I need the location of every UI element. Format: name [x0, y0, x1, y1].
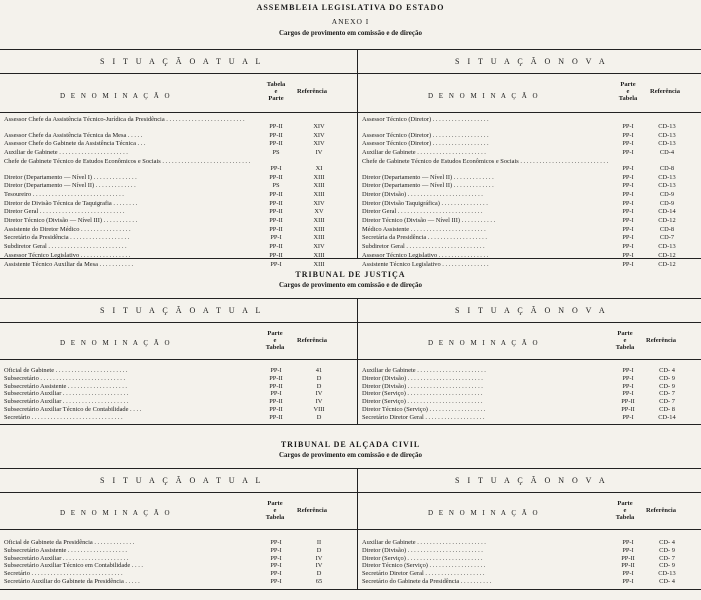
cargo-atual-tabela: PP-II	[269, 382, 283, 390]
cargo-nova-tabela: PP-I	[622, 225, 634, 233]
cargo-nova-referencia: CD- 9	[659, 382, 675, 390]
cargo-nova-tabela: PP-I	[622, 374, 634, 382]
cargo-atual-name: Subsecretário Auxiliar . . . . . . . . . . . . . . . . . . . . .	[4, 398, 129, 406]
cargo-nova-tabela: PP-I	[622, 570, 634, 578]
table-row	[0, 562, 701, 569]
cargo-nova-name: Diretor (Divisão) . . . . . . . . . . . . . . . . . . . . . . . .	[362, 190, 483, 198]
table-row	[0, 252, 701, 259]
cargo-nova-referencia: CD-8	[659, 164, 675, 172]
section-title: TRIBUNAL DE JUSTIÇA	[295, 270, 406, 279]
section-tribunal-justica	[0, 271, 701, 289]
cargo-atual-referencia: D	[316, 546, 322, 554]
header-rule	[0, 529, 701, 530]
cargo-nova-referencia: CD- 9	[659, 562, 675, 570]
cargo-atual-referencia: D	[316, 570, 322, 578]
table-tribunal-justica	[0, 298, 701, 425]
cargo-nova-referencia: CD-13	[658, 173, 676, 181]
cargo-atual-tabela: PP-II	[269, 199, 283, 207]
cargo-atual-tabela: PP-I	[270, 390, 282, 398]
cargo-nova-tabela: PP-I	[622, 390, 634, 398]
cargo-atual-referencia: XIII	[313, 190, 325, 198]
cargo-atual-name: Secretário da Presidência . . . . . . . . . . . . . . . . . . .	[4, 234, 130, 242]
table-row	[0, 414, 701, 421]
parte-tabela-header: Parte e Tabela	[618, 81, 638, 102]
cargo-nova-referencia: CD- 4	[659, 539, 675, 546]
cargo-nova-name: Subdiretor Geral . . . . . . . . . . . . . . . . . . . . . . . . .	[362, 243, 485, 251]
cargo-nova-name: Secretário Diretor Geral . . . . . . . . . . . . . . . . . . .	[362, 413, 485, 421]
table-row	[0, 261, 701, 268]
cargo-nova-name: Assessor Técnico (Diretor) . . . . . . . . . . . . . . . . . .	[362, 116, 489, 123]
header-rule	[0, 73, 701, 74]
section-caption: Cargos de provimento em comissão e de direção	[278, 281, 423, 289]
table-row	[0, 182, 701, 189]
cargo-atual-tabela: PP-I	[270, 578, 282, 585]
cargo-atual-referencia: XIII	[313, 182, 325, 190]
cargo-atual-tabela: PP-I	[270, 546, 282, 554]
cargo-atual-referencia: XIV	[313, 199, 325, 207]
table-row	[0, 140, 701, 147]
section-heading	[0, 4, 701, 37]
cargo-atual-tabela: PP-II	[269, 190, 283, 198]
cargo-atual-referencia: XIV	[313, 140, 325, 148]
cargo-nova-tabela: PP-I	[622, 190, 634, 198]
cargo-nova-tabela: PP-I	[622, 413, 634, 421]
cargo-nova-name: Diretor Técnico (Serviço) . . . . . . . . . . . . . . . . . .	[362, 562, 486, 570]
cargo-nova-name: Diretor Geral . . . . . . . . . . . . . . . . . . . . . . . . . . .	[362, 208, 483, 216]
situacao-nova-header: S I T U A Ç Ã O N O V A	[455, 57, 608, 66]
cargo-atual-name: Assistente do Diretor Médico . . . . . . . . . . . . . . . .	[4, 225, 131, 233]
denominacao-header: D E N O M I N A Ç Ã O	[60, 339, 172, 347]
section-heading	[0, 271, 701, 289]
table-row	[0, 158, 701, 172]
table-row	[0, 132, 701, 139]
cargo-atual-referencia: XIII	[313, 251, 325, 259]
cargo-nova-referencia: CD-14	[658, 208, 676, 216]
denominacao-header: D E N O M I N A Ç Ã O	[428, 339, 540, 347]
cargo-nova-name: Diretor (Serviço) . . . . . . . . . . . . . . . . . . . . . . . .	[362, 390, 483, 398]
cargo-atual-name: Subsecretário Auxiliar Técnico de Contabilidade . . . .	[4, 406, 142, 413]
cargo-atual-name: Assessor Chefe da Assistência Técnica da Mesa . . . . .	[4, 131, 143, 139]
cargo-nova-referencia: CD-13	[658, 182, 676, 190]
cargo-nova-referencia: CD-4	[659, 149, 675, 157]
cargo-atual-referencia: D	[316, 413, 322, 421]
cargo-atual-name: Secretário . . . . . . . . . . . . . . . . . . . . . . . . . . . . .	[4, 570, 123, 578]
referencia-header: Referência	[646, 337, 676, 344]
cargo-atual-name: Assistente Técnico Auxiliar da Mesa . . . . . . . . . . .	[4, 260, 134, 268]
cargo-nova-tabela: PP-I	[622, 208, 634, 216]
section-title: TRIBUNAL DE ALÇADA CIVIL	[280, 440, 421, 449]
cargo-atual-name: Subdiretor Geral . . . . . . . . . . . . . . . . . . . . . . . . .	[4, 243, 127, 251]
denominacao-header: D E N O M I N A Ç Ã O	[428, 92, 540, 100]
header-rule	[0, 322, 701, 323]
cargo-atual-tabela: PS	[272, 182, 280, 190]
referencia-header: Referência	[297, 337, 327, 344]
header-rule	[0, 492, 701, 493]
cargo-atual-tabela: PP-II	[269, 406, 283, 413]
table-row	[0, 116, 701, 130]
cargo-nova-tabela: PP-I	[622, 260, 634, 268]
cargo-nova-referencia: CD-7	[659, 234, 675, 242]
header-rule	[0, 359, 701, 360]
cargo-nova-tabela: PP-I	[622, 164, 634, 172]
cargo-nova-name: Chefe de Gabinete Técnico de Estudos Econômicos e Sociais . . . . . . . . . . . . . . . . . . . . . . . . . . . .	[362, 157, 609, 165]
referencia-header: Referência	[646, 507, 676, 514]
section-subtitle: ANEXO I	[331, 17, 370, 26]
section-assembleia	[0, 4, 701, 37]
cargo-atual-name: Assessor Técnico Legislativo . . . . . . . . . . . . . . . .	[4, 251, 131, 259]
cargo-atual-name: Diretor Técnico (Divisão — Nível III) . . . . . . . . . . .	[4, 217, 138, 224]
cargo-atual-referencia: D	[316, 382, 322, 390]
cargo-nova-tabela: PP-I	[622, 131, 634, 139]
cargo-nova-name: Assessor Técnico (Diretor) . . . . . . . . . . . . . . . . . .	[362, 140, 489, 148]
cargo-atual-referencia: XV	[314, 208, 324, 216]
cargo-atual-referencia: II	[316, 539, 322, 546]
referencia-header: Referência	[650, 88, 680, 95]
table-row	[0, 191, 701, 198]
cargo-atual-name: Subsecretário Auxiliar . . . . . . . . . . . . . . . . . . . . .	[4, 390, 129, 398]
cargo-atual-referencia: XIII	[313, 217, 325, 224]
cargo-atual-name: Subsecretário Auxiliar . . . . . . . . . . . . . . . . . . . . .	[4, 554, 129, 562]
cargo-atual-referencia: D	[316, 374, 322, 382]
cargo-atual-referencia: XIV	[313, 123, 325, 130]
table-row	[0, 200, 701, 207]
table-row	[0, 570, 701, 577]
cargo-atual-referencia: IV	[315, 554, 323, 562]
cargo-atual-tabela: PP-II	[269, 225, 283, 233]
table-row	[0, 234, 701, 241]
cargo-atual-name: Tesoureiro . . . . . . . . . . . . . . . . . . . . . . . . . . . . .	[4, 190, 124, 198]
cargo-nova-referencia: CD-13	[658, 123, 676, 130]
situacao-atual-header: S I T U A Ç Ã O A T U A L	[100, 306, 264, 315]
table-tribunal-alcada	[0, 468, 701, 590]
cargo-atual-referencia: XIII	[313, 260, 325, 268]
cargo-nova-tabela: PP-I	[622, 140, 634, 148]
table-row	[0, 174, 701, 181]
cargo-atual-name: Auxiliar de Gabinete . . . . . . . . . . . . . . . . . . . . . .	[4, 149, 128, 157]
cargo-atual-tabela: PP-I	[270, 234, 282, 242]
table-row	[0, 217, 701, 224]
cargo-atual-name: Secretário . . . . . . . . . . . . . . . . . . . . . . . . . . . . .	[4, 413, 123, 421]
parte-tabela-header: Parte e Tabela	[615, 330, 635, 351]
cargo-nova-tabela: PP-I	[622, 234, 634, 242]
cargo-atual-name: Assessor Chefe do Gabinete da Assistência Técnica . . .	[4, 140, 146, 148]
cargo-nova-name: Auxiliar de Gabinete . . . . . . . . . . . . . . . . . . . . . .	[362, 149, 486, 157]
cargo-atual-tabela: PP-I	[270, 570, 282, 578]
cargo-atual-name: Assessor Chefe da Assistência Técnico-Jurídica da Presidência . . . . . . . . . . . . . . . . . . . . . . . . .	[4, 116, 245, 123]
cargo-nova-referencia: CD-13	[658, 570, 676, 578]
cargo-atual-tabela: PP-I	[270, 562, 282, 570]
cargo-nova-name: Secretária da Presidência . . . . . . . . . . . . . . . . . . .	[362, 234, 487, 242]
cargo-nova-tabela: PP-I	[622, 367, 634, 374]
cargo-nova-name: Diretor Técnico (Serviço) . . . . . . . . . . . . . . . . . .	[362, 406, 486, 413]
cargo-atual-referencia: XIII	[313, 234, 325, 242]
section-heading	[0, 441, 701, 459]
cargo-atual-tabela: PP-II	[269, 374, 283, 382]
cargo-nova-tabela: PP-I	[622, 243, 634, 251]
cargo-nova-tabela: PP-I	[622, 123, 634, 130]
cargo-nova-name: Diretor (Departamento — Nível II) . . . . . . . . . . . . .	[362, 173, 494, 181]
cargo-nova-tabela: PP-II	[621, 562, 635, 570]
cargo-nova-name: Diretor (Departamento — Nível II) . . . . . . . . . . . . .	[362, 182, 494, 190]
cargo-atual-tabela: PP-II	[269, 251, 283, 259]
cargo-atual-name: Diretor de Divisão Técnica de Taquigrafia . . . . . . . .	[4, 199, 138, 207]
cargo-nova-referencia: CD-13	[658, 243, 676, 251]
cargo-nova-referencia: CD-14	[658, 413, 676, 421]
cargo-nova-name: Auxiliar de Gabinete . . . . . . . . . . . . . . . . . . . . . .	[362, 367, 486, 374]
cargo-nova-referencia: CD-9	[659, 199, 675, 207]
cargo-atual-referencia: 65	[315, 578, 323, 585]
cargo-atual-referencia: XIII	[313, 173, 325, 181]
cargo-nova-referencia: CD-12	[658, 260, 676, 268]
cargo-nova-name: Assessor Técnico Legislativo . . . . . . . . . . . . . . . .	[362, 251, 489, 259]
section-title: ASSEMBLEIA LEGISLATIVA DO ESTADO	[256, 3, 445, 12]
section-caption: Cargos de provimento em comissão e de direção	[278, 451, 423, 459]
cargo-nova-tabela: PP-I	[622, 199, 634, 207]
cargo-nova-tabela: PP-I	[622, 217, 634, 224]
cargo-atual-name: Oficial de Gabinete . . . . . . . . . . . . . . . . . . . . . . .	[4, 367, 128, 374]
cargo-atual-name: Subsecretário Assistente . . . . . . . . . . . . . . . . . . .	[4, 546, 128, 554]
denominacao-header: D E N O M I N A Ç Ã O	[60, 92, 172, 100]
cargo-nova-name: Secretário Diretor Geral . . . . . . . . . . . . . . . . . . .	[362, 570, 485, 578]
cargo-nova-tabela: PP-II	[621, 398, 635, 406]
table-assembleia	[0, 49, 701, 268]
cargo-nova-tabela: PP-I	[622, 149, 634, 157]
table-row	[0, 547, 701, 554]
cargo-atual-tabela: PP-I	[270, 164, 282, 172]
cargo-nova-name: Assessor Técnico (Diretor) . . . . . . . . . . . . . . . . . .	[362, 131, 489, 139]
cargo-atual-referencia: VIII	[313, 406, 325, 413]
cargo-nova-name: Diretor Técnico (Divisão — Nível III) . . . . . . . . . . .	[362, 217, 496, 224]
header-rule	[0, 112, 701, 113]
denominacao-header: D E N O M I N A Ç Ã O	[60, 509, 172, 517]
table-row	[0, 398, 701, 405]
cargo-nova-tabela: PP-I	[622, 382, 634, 390]
cargo-nova-name: Assistente Técnico Legislativo . . . . . . . . . . . . . . .	[362, 260, 489, 268]
cargo-nova-tabela: PP-I	[622, 173, 634, 181]
cargo-atual-name: Secretário Auxiliar do Gabinete da Presidência . . . . .	[4, 578, 140, 585]
cargo-atual-referencia: IV	[315, 390, 323, 398]
section-caption: Cargos de provimento em comissão e de direção	[278, 28, 423, 37]
cargo-nova-name: Diretor (Divisão) . . . . . . . . . . . . . . . . . . . . . . . .	[362, 546, 483, 554]
cargo-nova-referencia: CD- 7	[659, 390, 675, 398]
cargo-atual-referencia: IV	[315, 149, 323, 157]
cargo-nova-tabela: PP-II	[621, 554, 635, 562]
parte-tabela-header: Parte e Tabela	[615, 500, 635, 521]
cargo-atual-name: Diretor Geral . . . . . . . . . . . . . . . . . . . . . . . . . . .	[4, 208, 125, 216]
cargo-nova-name: Médico Assistente . . . . . . . . . . . . . . . . . . . . . . . .	[362, 225, 486, 233]
parte-tabela-header: Parte e Tabela	[265, 330, 285, 351]
cargo-atual-name: Diretor (Departamento — Nível I) . . . . . . . . . . . . . .	[4, 173, 137, 181]
cargo-atual-referencia: XIV	[313, 243, 325, 251]
cargo-atual-tabela: PP-II	[269, 413, 283, 421]
section-tribunal-alcada	[0, 441, 701, 459]
table-row	[0, 208, 701, 215]
cargo-atual-name: Oficial de Gabinete da Presidência . . . . . . . . . . . . .	[4, 539, 135, 546]
cargo-nova-referencia: CD- 7	[659, 398, 675, 406]
cargo-nova-referencia: CD-12	[658, 251, 676, 259]
cargo-atual-name: Chefe de Gabinete Técnico de Estudos Econômicos e Sociais . . . . . . . . . . . . . . . . . . . . . . . . . . . .	[4, 157, 251, 165]
cargo-atual-name: Subsecretário Auxiliar Técnico em Contabilidade . . . .	[4, 562, 144, 570]
cargo-nova-name: Diretor (Serviço) . . . . . . . . . . . . . . . . . . . . . . . .	[362, 398, 483, 406]
table-row	[0, 226, 701, 233]
denominacao-header: D E N O M I N A Ç Ã O	[428, 509, 540, 517]
table-row	[0, 243, 701, 250]
cargo-nova-referencia: CD- 8	[659, 406, 675, 413]
cargo-atual-tabela: PP-II	[269, 123, 283, 130]
cargo-atual-tabela: PP-II	[269, 131, 283, 139]
table-row	[0, 375, 701, 382]
cargo-atual-referencia: XIII	[313, 225, 325, 233]
table-row	[0, 555, 701, 562]
cargo-atual-name: Diretor (Departamento — Nível II) . . . . . . . . . . . . .	[4, 182, 136, 190]
table-row	[0, 367, 701, 374]
cargo-atual-tabela: PP-I	[270, 554, 282, 562]
cargo-nova-name: Secretário do Gabinete da Presidência . . . . . . . . . .	[362, 578, 492, 585]
cargo-nova-tabela: PP-I	[622, 546, 634, 554]
cargo-nova-referencia: CD- 4	[659, 367, 675, 374]
table-row	[0, 149, 701, 156]
cargo-nova-name: Diretor (Divisão Taquigráfica) . . . . . . . . . . . . . . .	[362, 199, 488, 207]
cargo-nova-name: Diretor (Divisão) . . . . . . . . . . . . . . . . . . . . . . . .	[362, 382, 483, 390]
cargo-nova-name: Diretor (Serviço) . . . . . . . . . . . . . . . . . . . . . . . .	[362, 554, 483, 562]
cargo-nova-referencia: CD-9	[659, 190, 675, 198]
cargo-nova-referencia: CD-13	[658, 131, 676, 139]
cargo-nova-referencia: CD- 7	[659, 554, 675, 562]
cargo-nova-tabela: PP-I	[622, 251, 634, 259]
cargo-nova-referencia: CD-13	[658, 140, 676, 148]
cargo-atual-tabela: PP-II	[269, 140, 283, 148]
situacao-nova-header: S I T U A Ç Ã O N O V A	[455, 306, 608, 315]
cargo-nova-referencia: CD-12	[658, 217, 676, 224]
cargo-atual-referencia: IV	[315, 562, 323, 570]
cargo-atual-tabela: PP-I	[270, 260, 282, 268]
cargo-atual-tabela: PP-II	[269, 398, 283, 406]
cargo-atual-tabela: PP-II	[269, 217, 283, 224]
referencia-header: Referência	[297, 507, 327, 514]
cargo-nova-tabela: PP-I	[622, 578, 634, 585]
tabela-parte-header: Tabela e Parte	[266, 81, 286, 102]
table-row	[0, 539, 701, 546]
cargo-atual-referencia: XI	[315, 164, 323, 172]
cargo-atual-tabela: PP-I	[270, 367, 282, 374]
cargo-nova-referencia: CD- 4	[659, 578, 675, 585]
cargo-atual-tabela: PP-II	[269, 243, 283, 251]
parte-tabela-header: Parte e Tabela	[265, 500, 285, 521]
cargo-nova-referencia: CD- 9	[659, 546, 675, 554]
cargo-nova-tabela: PP-II	[621, 406, 635, 413]
cargo-atual-tabela: PP-II	[269, 173, 283, 181]
cargo-atual-referencia: XIV	[313, 131, 325, 139]
cargo-nova-referencia: CD-8	[659, 225, 675, 233]
cargo-nova-name: Auxiliar de Gabinete . . . . . . . . . . . . . . . . . . . . . .	[362, 539, 486, 546]
table-row	[0, 383, 701, 390]
cargo-atual-name: Subsecretário Assistente . . . . . . . . . . . . . . . . . . .	[4, 382, 128, 390]
cargo-atual-tabela: PP-I	[270, 539, 282, 546]
table-row	[0, 406, 701, 413]
cargo-atual-referencia: 41	[315, 367, 323, 374]
table-row	[0, 578, 701, 585]
referencia-header: Referência	[297, 88, 327, 95]
cargo-atual-tabela: PP-II	[269, 208, 283, 216]
situacao-nova-header: S I T U A Ç Ã O N O V A	[455, 476, 608, 485]
cargo-nova-referencia: CD- 9	[659, 374, 675, 382]
cargo-atual-referencia: IV	[315, 398, 323, 406]
cargo-atual-tabela: PS	[272, 149, 280, 157]
cargo-nova-tabela: PP-I	[622, 182, 634, 190]
situacao-atual-header: S I T U A Ç Ã O A T U A L	[100, 476, 264, 485]
cargo-nova-tabela: PP-I	[622, 539, 634, 546]
situacao-atual-header: S I T U A Ç Ã O A T U A L	[100, 57, 264, 66]
cargo-nova-name: Diretor (Divisão) . . . . . . . . . . . . . . . . . . . . . . . .	[362, 374, 483, 382]
table-row	[0, 390, 701, 397]
cargo-atual-name: Subsecretário . . . . . . . . . . . . . . . . . . . . . . . . . . .	[4, 374, 126, 382]
